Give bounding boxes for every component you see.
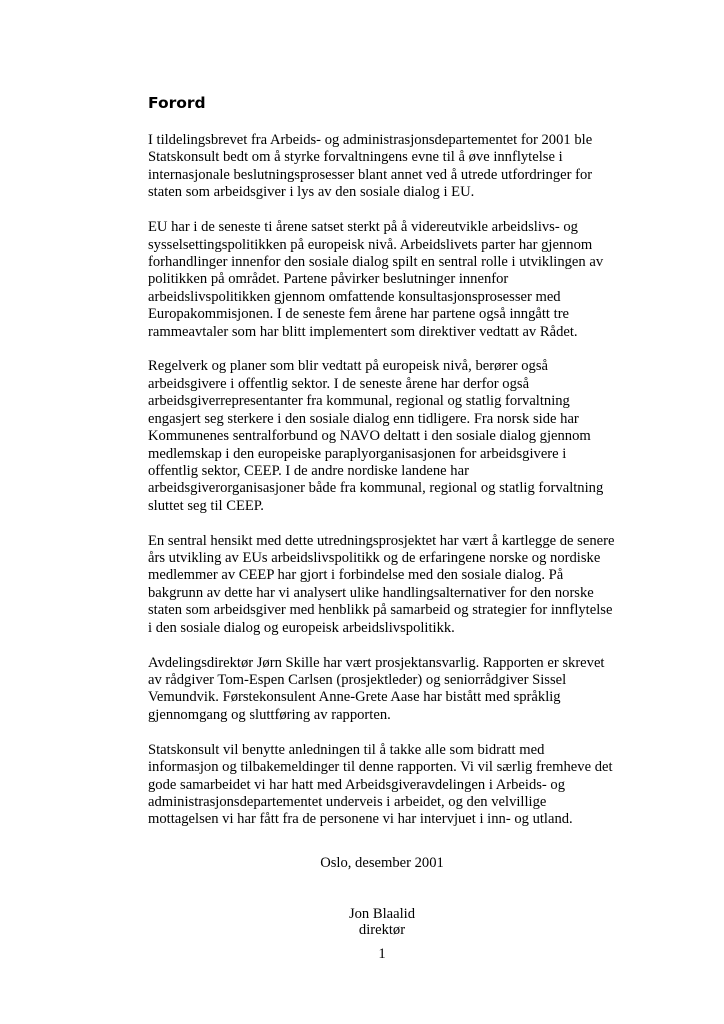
paragraph-6: Statskonsult vil benytte anledningen til å takke alle som bidratt med informasjon og tilbakemeldinger til denne rapporten. Vi vil særlig fremheve det gode samarbeidet vi har hatt med Arbeidsgiveravdelingen i Arbeids- og administrasjonsdepartementet underveis i arbeidet, og den velvillige mottagelsen vi har fått fra de personene vi har intervjuet i inn- og utland. [148, 741, 613, 828]
place-date: Oslo, desember 2001 [320, 855, 444, 871]
paragraph-4: En sentral hensikt med dette utredningsprosjektet har vært å kartlegge de senere års utvikling av EUs arbeidslivspolitikk og de erfaringene norske og nordiske medlemmer av CEEP har gjort i forbindelse med den sosiale dialog. På bakgrunn av dette har vi analysert ulike handlingsalternativer for den norske staten som arbeidsgiver med henblikk på samarbeid og strategier for innflytelse i den sosiale dialog og europeisk arbeidslivspolitikk. [148, 532, 615, 636]
paragraph-2: EU har i de seneste ti årene satset sterkt på å videreutvikle arbeidslivs- og sysselsettingspolitikken på europeisk nivå. Arbeidslivets parter har gjennom forhandlinger innenfor den sosiale dialog spilt en sentral rolle i utviklingen av politikken på området. Partene påvirker beslutninger innenfor arbeidslivspolitikken gjennom omfattende konsultasjonsprosesser med Europakommisjonen. I de seneste fem årene har partene også inngått tre rammeavtaler som har blitt implementert som direktiver vedtatt av Rådet. [148, 219, 604, 340]
paragraph-5: Avdelingsdirektør Jørn Skille har vært prosjektansvarlig. Rapporten er skrevet av rådgiver Tom-Espen Carlsen (prosjektleder) og seniorrådgiver Sissel Vemundvik. Førstekonsulent Anne-Grete Aase har bistått med språklig gjennomgang og sluttføring av rapporten. [148, 654, 605, 723]
signature-title: direktør [358, 922, 406, 938]
page-title: Forord [148, 94, 206, 112]
paragraph-1: I tildelingsbrevet fra Arbeids- og administrasjonsdepartementet for 2001 ble Statskonsult bedt om å styrke forvaltningens evne til å øve innflytelse i internasjonale beslutningsprosesser blant annet ved å utrede utfordringer for staten som arbeidsgiver i lys av den sosiale dialog i EU. [148, 132, 593, 201]
document-body [148, 93, 622, 846]
paragraph-3: Regelverk og planer som blir vedtatt på europeisk nivå, berører også arbeidsgivere i offentlig sektor. I de seneste årene har derfor også arbeidsgiverrepresentanter fra kommunal, regional og statlig forvaltning engasjert seg sterkere i den sosiale dialog enn tidligere. Fra norsk side har Kommunenes sentralforbund og NAVO deltatt i den sosiale dialog gjennom medlemskap i den europeiske paraplyorganisasjonen for arbeidsgivere i offentlig sektor, CEEP. I de andre nordiske landene har arbeidsgiverorganisasjoner både fra kommunal, regional og statlig forvaltning sluttet seg til CEEP. [148, 358, 604, 514]
page-number: 1 [378, 946, 386, 962]
signature-name: Jon Blaalid [348, 906, 416, 922]
